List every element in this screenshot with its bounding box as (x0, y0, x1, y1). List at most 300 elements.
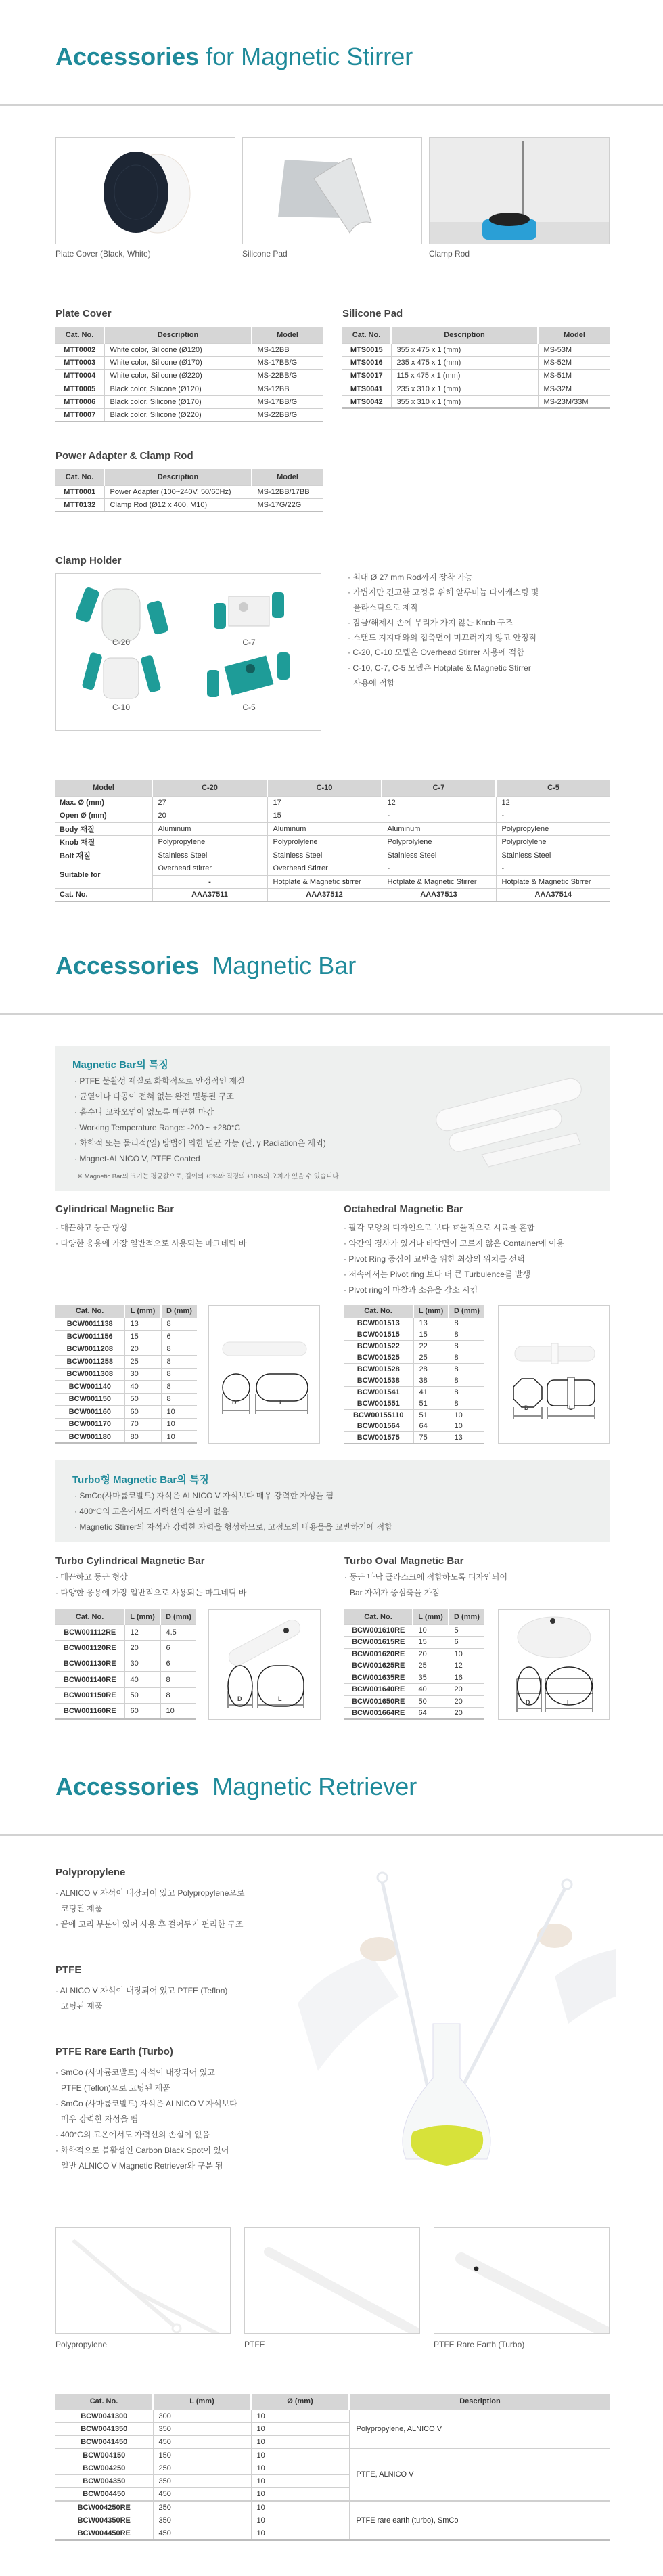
clamp-label: C-5 (242, 703, 256, 712)
column-header: L (mm) (413, 1609, 449, 1624)
bullet-item: · 매끈하고 둥근 형상 (55, 1223, 128, 1233)
value-cell: 235 x 310 x 1 (mm) (391, 382, 538, 395)
dim-label-d: D (524, 1404, 529, 1411)
bullet-item: · SmCo(사마륨코발트) 자석은 ALNICO V 자석보다 매우 강력한 자성을 띔 (74, 1491, 334, 1501)
cat-no-cell: MTS0015 (342, 343, 391, 356)
value-cell: 235 x 475 x 1 (mm) (391, 356, 538, 369)
value-cell: 6 (161, 1331, 197, 1343)
cat-no-cell: BCW001650RE (344, 1695, 413, 1708)
value-cell: Clamp Rod (Ø12 x 400, M10) (104, 499, 252, 512)
value-cell: 8 (161, 1356, 197, 1369)
table-row (344, 1708, 484, 1720)
value-cell: 10 (251, 2514, 349, 2527)
value-cell: 15 (413, 1329, 449, 1341)
section-title-magnetic-bar (55, 951, 356, 981)
value-cell: Black color, Silicone (Ø120) (104, 382, 252, 395)
photo-caption: Plate Cover (Black, White) (55, 249, 151, 259)
column-header: Cat. No. (55, 1305, 124, 1318)
clamp-rod-photo (429, 137, 610, 244)
value-cell: 8 (160, 1687, 196, 1703)
bullet-item: · Magnet-ALNICO V, PTFE Coated (74, 1154, 200, 1163)
cat-no-cell: BCW004250RE (55, 2501, 153, 2514)
cat-no-cell: BCW004150 (55, 2449, 153, 2462)
magnetic-bars-photo (421, 1073, 603, 1175)
spec-value: - (496, 862, 610, 876)
value-cell: 50 (124, 1687, 160, 1703)
value-cell: 115 x 475 x 1 (mm) (391, 370, 538, 382)
divider (0, 104, 663, 106)
value-cell: 10 (251, 2436, 349, 2449)
dim-label-l: L (567, 1699, 571, 1706)
column-header: Cat. No. (55, 1609, 124, 1624)
value-cell: 50 (124, 1393, 161, 1406)
bullet-item: · 균열이나 다공이 전혀 없는 완전 밀봉된 구조 (74, 1092, 234, 1101)
column-header: Description (104, 469, 252, 485)
polypropylene-heading: Polypropylene (55, 1867, 126, 1878)
value-cell: 20 (124, 1640, 160, 1656)
cat-no-cell: MTS0041 (342, 382, 391, 395)
value-cell: MS-17BB/G (252, 395, 323, 408)
cat-no-cell: MTT0132 (55, 499, 104, 512)
cat-no-cell: BCW0041450 (55, 2436, 153, 2449)
octahedral-features (344, 1220, 564, 1298)
table-row (344, 1375, 484, 1386)
cat-no-cell: BCW0011308 (55, 1368, 124, 1381)
spec-value: - (382, 862, 496, 876)
bullet-item: · 잠금/해제시 손에 무리가 가지 않는 Knob 구조 (348, 617, 513, 627)
title-bold: Accessories (55, 952, 200, 979)
bullet-item: · PTFE 불활성 재질로 화학적으로 안정적인 재질 (74, 1076, 245, 1086)
turbo-oval-table (344, 1609, 484, 1720)
column-header: L (mm) (124, 1305, 161, 1318)
value-cell: MS-17BB/G (252, 356, 323, 369)
magnetic-bar-features-box (55, 1046, 610, 1191)
value-cell: MS-23M/33M (538, 395, 610, 408)
value-cell: 10 (251, 2488, 349, 2501)
value-cell: 35 (413, 1672, 449, 1684)
divider (0, 1834, 663, 1836)
table-header-row (55, 1609, 196, 1624)
turbo-features-heading: Turbo형 Magnetic Bar의 특징 (72, 1474, 209, 1486)
value-cell: 40 (124, 1381, 161, 1394)
table-row (55, 1418, 197, 1431)
cylindrical-diagram (208, 1305, 320, 1444)
table-header-row (55, 469, 323, 485)
value-cell: 4.5 (160, 1624, 196, 1640)
column-header: L (mm) (413, 1305, 449, 1318)
value-cell: MS-52M (538, 356, 610, 369)
clamp-label: C-7 (242, 638, 256, 647)
spec-value: - (152, 875, 267, 889)
table-header-row (55, 1305, 197, 1318)
value-cell: 20 (449, 1695, 484, 1708)
bullet-item: · 매끈하고 둥근 형상 (55, 1572, 128, 1582)
value-cell: 8 (449, 1364, 484, 1375)
value-cell: 8 (161, 1368, 197, 1381)
cat-no-cell: BCW001160 (55, 1406, 124, 1419)
value-cell: 8 (449, 1352, 484, 1364)
value-cell: 8 (161, 1343, 197, 1356)
bullet-item: · 다양한 응용에 가장 일반적으로 사용되는 마그네틱 바 (55, 1239, 247, 1248)
column-header: Model (538, 327, 610, 343)
spec-value: - (496, 809, 610, 823)
ptfe-retriever-photo (244, 2227, 420, 2334)
value-cell: 20 (413, 1648, 449, 1660)
value-cell: 8 (449, 1386, 484, 1398)
table-row (55, 1356, 197, 1369)
value-cell: 10 (251, 2449, 349, 2462)
value-cell: 12 (449, 1660, 484, 1672)
bullet-item: · 가볍지만 견고한 고정을 위해 알루미늄 다이캐스팅 및 플라스틱으로 제작 (348, 587, 539, 613)
table-row (344, 1386, 484, 1398)
cat-no-cell: BCW001140 (55, 1381, 124, 1394)
column-header: D (mm) (160, 1609, 196, 1624)
value-cell: 20 (449, 1708, 484, 1720)
table-row (55, 1656, 196, 1672)
bullet-item: · 400°C의 고온에서도 자력선의 손실이 없음 (55, 2130, 210, 2139)
features-heading: Magnetic Bar의 특징 (72, 1059, 168, 1071)
table-row (55, 836, 610, 849)
cat-no-cell: BCW0041300 (55, 2410, 153, 2422)
value-cell: MS-12BB/17BB (252, 485, 323, 499)
table-row (344, 1684, 484, 1696)
divider (0, 1013, 663, 1015)
spec-value: 12 (496, 796, 610, 809)
size-tolerance-note: ※ Magnetic Bar의 크기는 평균값으로, 길이의 ±5%와 직경의 ±10%의 오차가 있을 수 있습니다 (77, 1173, 339, 1180)
cylindrical-features (55, 1220, 246, 1251)
table-row (344, 1624, 484, 1637)
column-header: D (mm) (449, 1305, 484, 1318)
bullet-item: · 스탠드 지지대와의 접촉면이 미끄러지지 않고 안정적 (348, 633, 537, 643)
cat-no-cell: BCW001170 (55, 1418, 124, 1431)
cat-no-cell: BCW001528 (344, 1364, 413, 1375)
dim-label-l: L (569, 1404, 573, 1411)
bullet-item: · 팔각 모양의 디자인으로 보다 효율적으로 시료를 혼합 (344, 1223, 535, 1233)
value-cell: White color, Silicone (Ø170) (104, 356, 252, 369)
value-cell: Black color, Silicone (Ø170) (104, 395, 252, 408)
bullet-item: · 최대 Ø 27 mm Rod까지 장착 가능 (348, 573, 473, 582)
title-rest: Magnetic Retriever (199, 1773, 417, 1800)
spec-value: Hotplate & Magnetic Stirrer (382, 875, 496, 889)
table-row (55, 499, 323, 512)
table-row (55, 889, 610, 902)
retriever-in-flask-photo (298, 1868, 616, 2179)
value-cell: MS-22BB/G (252, 408, 323, 421)
column-header: Cat. No. (342, 327, 391, 343)
value-cell: 40 (124, 1672, 160, 1687)
bullet-item: · 화학적으로 불활성인 Carbon Black Spot이 있어 일반 ALNICO V Magnetic Retriever와 구분 됨 (55, 2146, 229, 2171)
table-row (342, 395, 610, 408)
value-cell: 40 (413, 1684, 449, 1696)
turbo-oval-diagram (498, 1609, 610, 1720)
table-row (344, 1432, 484, 1444)
value-cell: 41 (413, 1386, 449, 1398)
value-cell: 8 (449, 1329, 484, 1341)
value-cell: 10 (161, 1418, 197, 1431)
bullet-item: · 다양한 응용에 가장 일반적으로 사용되는 마그네틱 바 (55, 1588, 247, 1597)
spec-value: Overhead stirrer (152, 862, 267, 876)
value-cell: 5 (449, 1624, 484, 1637)
column-header: C-10 (267, 780, 382, 796)
clamp-spec-table (55, 780, 610, 902)
bullet-item: · Working Temperature Range: -200 ~ +280°C (74, 1123, 241, 1132)
column-header: C-7 (382, 780, 496, 796)
table-row (344, 1329, 484, 1341)
value-cell: 10 (161, 1406, 197, 1419)
silicone-pad-photo (242, 137, 422, 244)
value-cell: 10 (251, 2462, 349, 2474)
spec-value: Polyprolylene (496, 836, 610, 849)
cat-no-cell: MTS0042 (342, 395, 391, 408)
value-cell: 350 (153, 2422, 251, 2435)
cat-no-cell: BCW001640RE (344, 1684, 413, 1696)
bullet-item: · 약간의 경사가 있거나 바닥면이 고르지 않은 Container에 이용 (344, 1239, 565, 1248)
cat-no-cell: BCW001525 (344, 1352, 413, 1364)
spec-label: Max. Ø (mm) (55, 796, 152, 809)
turbo-oval-heading: Turbo Oval Magnetic Bar (344, 1555, 464, 1567)
ptfe-features (55, 1983, 227, 2014)
table-row (55, 2501, 610, 2514)
turbo-features-list (74, 1488, 602, 1535)
cat-no-cell: BCW001615RE (344, 1637, 413, 1649)
dim-label-d: D (526, 1699, 530, 1706)
spec-label: Cat. No. (55, 889, 152, 902)
value-cell: 16 (449, 1672, 484, 1684)
table-row (55, 862, 610, 876)
spec-value: Stainless Steel (382, 849, 496, 862)
power-adapter-table (55, 469, 323, 512)
value-cell: 10 (160, 1703, 196, 1718)
cat-no-cell: AAA37513 (382, 889, 496, 902)
value-cell: 13 (449, 1432, 484, 1444)
column-header: D (mm) (161, 1305, 197, 1318)
value-cell: MS-53M (538, 343, 610, 356)
rare-earth-heading: PTFE Rare Earth (Turbo) (55, 2046, 173, 2058)
cat-no-cell: MTT0003 (55, 356, 104, 369)
value-cell: 38 (413, 1375, 449, 1386)
cat-no-cell: BCW001610RE (344, 1624, 413, 1637)
bullet-item: · 화학적 또는 물리적(열) 방법에 의한 멸균 가능 (단, γ Radiation은 제외) (74, 1138, 326, 1148)
section-title-retriever (55, 1772, 417, 1802)
spec-value: Stainless Steel (496, 849, 610, 862)
table-row (55, 1687, 196, 1703)
value-cell: MS-32M (538, 382, 610, 395)
power-adapter-heading: Power Adapter & Clamp Rod (55, 450, 193, 462)
cat-no-cell: BCW001160RE (55, 1703, 124, 1718)
value-cell: 20 (124, 1343, 161, 1356)
cat-no-cell: BCW00155110 (344, 1409, 413, 1421)
column-header: D (mm) (449, 1609, 484, 1624)
column-header: Cat. No. (55, 327, 104, 343)
cat-no-cell: BCW001180 (55, 1431, 124, 1444)
value-cell: 8 (449, 1318, 484, 1329)
turbo-cylindrical-table (55, 1609, 196, 1720)
cat-no-cell: MTT0004 (55, 370, 104, 382)
table-row (344, 1648, 484, 1660)
bullet-item: · ALNICO V 자석이 내장되어 있고 PTFE (Teflon) 코팅된 제품 (55, 1986, 228, 2011)
value-cell: 10 (413, 1624, 449, 1637)
retriever-table (55, 2394, 610, 2541)
cat-no-cell: MTT0006 (55, 395, 104, 408)
value-cell: 6 (160, 1656, 196, 1672)
column-header: L (mm) (153, 2394, 251, 2410)
table-row (55, 849, 610, 862)
cat-no-cell: BCW004350RE (55, 2514, 153, 2527)
cat-no-cell: BCW001620RE (344, 1648, 413, 1660)
bullet-item: · Pivot Ring 중심이 교반을 위한 최상의 위치를 선택 (344, 1254, 525, 1264)
table-row (344, 1318, 484, 1329)
value-cell: 10 (449, 1648, 484, 1660)
description-cell: PTFE rare earth (turbo), SmCo (349, 2501, 610, 2540)
value-cell: Power Adapter (100~240V, 50/60Hz) (104, 485, 252, 499)
cat-no-cell: BCW0011156 (55, 1331, 124, 1343)
value-cell: 10 (251, 2527, 349, 2540)
bullet-item: · SmCo (사마륨코발트) 자석은 ALNICO V 자석보다 매우 강력한 자성을 띔 (55, 2099, 237, 2124)
table-row (344, 1660, 484, 1672)
column-header: L (mm) (124, 1609, 160, 1624)
value-cell: 15 (124, 1331, 161, 1343)
rare-earth-retriever-photo (434, 2227, 610, 2334)
value-cell: MS-12BB (252, 382, 323, 395)
cat-no-cell: MTT0005 (55, 382, 104, 395)
cat-no-cell: MTS0016 (342, 356, 391, 369)
spec-value: 15 (267, 809, 382, 823)
turbo-features-box (55, 1460, 610, 1542)
table-row (55, 485, 323, 499)
table-row (55, 1331, 197, 1343)
value-cell: 10 (449, 1409, 484, 1421)
cat-no-cell: BCW004450 (55, 2488, 153, 2501)
column-header: Model (252, 327, 323, 343)
table-row (55, 1672, 196, 1687)
description-cell: Polypropylene, ALNICO V (349, 2410, 610, 2449)
spec-value: - (382, 809, 496, 823)
turbo-cylindrical-diagram (208, 1609, 321, 1720)
table-row (55, 1406, 197, 1419)
value-cell: 8 (449, 1375, 484, 1386)
table-row (344, 1672, 484, 1684)
value-cell: 30 (124, 1368, 161, 1381)
spec-value: Aluminum (382, 822, 496, 836)
table-header-row (344, 1609, 484, 1624)
table-row (342, 382, 610, 395)
photo-caption: Polypropylene (55, 2340, 108, 2349)
cat-no-cell: BCW001635RE (344, 1672, 413, 1684)
value-cell: 10 (251, 2410, 349, 2422)
bullet-item: · ALNICO V 자석이 내장되어 있고 Polypropylene으로 코팅된 제품 (55, 1888, 245, 1913)
clamp-holder-photo (55, 573, 321, 731)
cat-no-cell: BCW001150RE (55, 1687, 124, 1703)
cat-no-cell: BCW001130RE (55, 1656, 124, 1672)
column-header: Model (55, 780, 152, 796)
bullet-item: · SmCo (사마륨코발트) 자석이 내장되어 있고 PTFE (Teflon)으로 코팅된 제품 (55, 2068, 215, 2093)
cat-no-cell: MTS0017 (342, 370, 391, 382)
dim-label-d: D (232, 1399, 237, 1406)
value-cell: 450 (153, 2527, 251, 2540)
spec-label: Knob 재질 (55, 836, 152, 849)
spec-value: 17 (267, 796, 382, 809)
table-row (55, 2394, 610, 2410)
cat-no-cell: BCW0041350 (55, 2422, 153, 2435)
dim-label-l: L (279, 1399, 283, 1406)
table-row (55, 796, 610, 809)
cylindrical-heading: Cylindrical Magnetic Bar (55, 1203, 175, 1215)
table-row (55, 1640, 196, 1656)
spec-label: Bolt 재질 (55, 849, 152, 862)
spec-label: Body 재질 (55, 822, 152, 836)
clamp-holder-heading: Clamp Holder (55, 555, 122, 567)
table-row (55, 1431, 197, 1444)
plate-cover-photo (55, 137, 235, 244)
table-row (344, 1352, 484, 1364)
value-cell: 13 (413, 1318, 449, 1329)
clamp-label: C-10 (112, 703, 130, 712)
photo-caption: PTFE Rare Earth (Turbo) (434, 2340, 525, 2349)
table-row (55, 343, 323, 356)
cat-no-cell: BCW004350 (55, 2474, 153, 2487)
table-row (344, 1637, 484, 1649)
value-cell: MS-17G/22G (252, 499, 323, 512)
clamp-label: C-20 (112, 638, 130, 647)
value-cell: 28 (413, 1364, 449, 1375)
title-bold: Accessories (55, 1773, 200, 1800)
value-cell: 64 (413, 1708, 449, 1720)
value-cell: Black color, Silicone (Ø220) (104, 408, 252, 421)
value-cell: 450 (153, 2488, 251, 2501)
title-rest: for Magnetic Stirrer (199, 43, 413, 70)
cat-no-cell: BCW004450RE (55, 2527, 153, 2540)
cat-no-cell: BCW001150 (55, 1393, 124, 1406)
silicone-pad-heading: Silicone Pad (342, 308, 403, 319)
spec-value: Stainless Steel (267, 849, 382, 862)
table-row (55, 395, 323, 408)
cat-no-cell: AAA37512 (267, 889, 382, 902)
title-bold: Accessories (55, 43, 200, 70)
cat-no-cell: BCW001664RE (344, 1708, 413, 1720)
table-row (55, 809, 610, 823)
cat-no-cell: BCW001140RE (55, 1672, 124, 1687)
cat-no-cell: BCW001522 (344, 1341, 413, 1352)
value-cell: 60 (124, 1703, 160, 1718)
table-row (55, 408, 323, 421)
bullet-item: · C-10, C-7, C-5 모델은 Hotplate & Magnetic Stirrer 사용에 적합 (348, 663, 531, 688)
value-cell: 8 (160, 1672, 196, 1687)
table-row (342, 370, 610, 382)
spec-value: Hotplate & Magnetic stirrer (267, 875, 382, 889)
plate-cover-table (55, 327, 323, 422)
cat-no-cell: BCW0011138 (55, 1318, 124, 1331)
cat-no-cell: AAA37511 (152, 889, 267, 902)
table-row (344, 1695, 484, 1708)
bullet-item: · 저속에서는 Pivot ring 보다 더 큰 Turbulence를 발생 (344, 1270, 531, 1279)
column-header: Cat. No. (55, 469, 104, 485)
spec-label: Suitable for (55, 862, 152, 889)
spec-value: 20 (152, 809, 267, 823)
column-header: Description (391, 327, 538, 343)
value-cell: MS-22BB/G (252, 370, 323, 382)
turbo-cylindrical-features (55, 1570, 246, 1601)
cat-no-cell: BCW001515 (344, 1329, 413, 1341)
spec-label: Open Ø (mm) (55, 809, 152, 823)
table-row (55, 780, 610, 796)
column-header: Cat. No. (344, 1305, 413, 1318)
value-cell: 51 (413, 1409, 449, 1421)
octahedral-table (344, 1305, 484, 1444)
spec-value: 27 (152, 796, 267, 809)
octahedral-heading: Octahedral Magnetic Bar (344, 1203, 463, 1215)
value-cell: 20 (449, 1684, 484, 1696)
table-row (55, 1624, 196, 1640)
